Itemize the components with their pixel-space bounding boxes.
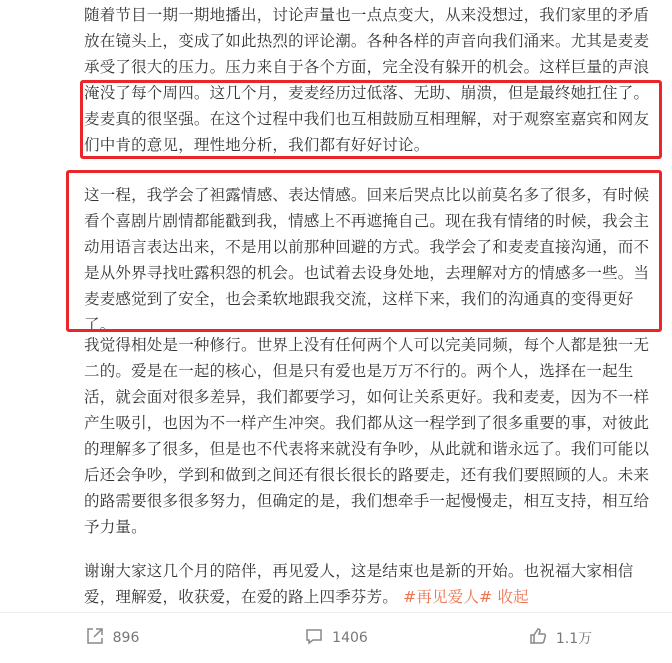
post-line: 产生吸引，也因为不一样产生冲突。我们都从这一程学到了很多重要的事，对彼此 bbox=[84, 414, 650, 432]
post-line: 麦麦感觉到了安全，也会柔软地跟我交流，这样下来，我们的沟通真的变得更好 bbox=[84, 290, 634, 308]
collapse-link[interactable]: 收起 bbox=[497, 588, 529, 606]
post-line: 二的。爱是在一起的核心，但是只有爱也是万万不行的。两个人，选择在一起生 bbox=[84, 362, 634, 380]
hashtag-link[interactable]: #再见爱人# bbox=[403, 588, 493, 606]
like-icon bbox=[528, 626, 548, 650]
like-count: 1.1万 bbox=[555, 631, 593, 647]
post-line: 这一程，我学会了袒露情感、表达情感。回来后哭点比以前莫名多了很多，有时候 bbox=[84, 186, 650, 204]
post-line: 我觉得相处是一种修行。世界上没有任何两个人可以完美同频，每个人都是独一无 bbox=[84, 336, 650, 354]
comment-count: 1406 bbox=[332, 630, 368, 646]
post-line: 是从外界寻找吐露积怨的机会。也试着去设身处地，去理解对方的情感多一些。当 bbox=[84, 264, 650, 282]
post-line: 活，就会面对很多差异，我们都要学习，如何让关系更好。我和麦麦，因为不一样 bbox=[84, 388, 650, 406]
post-line: 的理解多了很多，但是也不代表将来就没有争吵，从此就和谐永远了。我们可能以 bbox=[84, 440, 650, 458]
post-line: 麦麦真的很坚强。在这个过程中我们也互相鼓励互相理解，对于观察室嘉宾和网友 bbox=[84, 110, 650, 128]
comment-icon bbox=[304, 626, 324, 650]
post-line: 淹没了每个周四。这几个月，麦麦经历过低落、无助、崩溃，但是最终她扛住了。 bbox=[84, 84, 650, 102]
post-paragraph-2 bbox=[84, 182, 662, 338]
post-paragraph-4 bbox=[84, 558, 662, 610]
comment-button[interactable] bbox=[224, 613, 448, 663]
post-paragraph-1 bbox=[84, 2, 662, 158]
repost-count: 896 bbox=[112, 630, 140, 646]
post-line: 的路需要很多很多努力，但确定的是，我们想牵手一起慢慢走，相互支持，相互给 bbox=[84, 492, 650, 510]
post-line: 看个喜剧片剧情都能戳到我，情感上不再遮掩自己。现在我有情绪的时候，我会主 bbox=[84, 212, 650, 230]
post-line: 们中肯的意见，理性地分析，我们都有好好讨论。 bbox=[84, 136, 430, 154]
post-line: 随着节目一期一期地播出，讨论声量也一点点变大，从来没想过，我们家里的矛盾 bbox=[84, 6, 650, 24]
post-line: 谢谢大家这几个月的陪伴，再见爱人，这是结束也是新的开始。也祝福大家相信 bbox=[84, 562, 634, 580]
like-button[interactable] bbox=[448, 613, 672, 663]
post-line: 动用语言表达出来，不是用以前那种回避的方式。我学会了和麦麦直接沟通，而不 bbox=[84, 238, 650, 256]
post-line: 后还会争吵，学到和做到之间还有很长很长的路要走，还有我们要照顾的人。未来 bbox=[84, 466, 650, 484]
post-line: 承受了很大的压力。压力来自于各个方面，完全没有躲开的机会。这样巨量的声浪 bbox=[84, 58, 650, 76]
post-line bbox=[84, 584, 662, 610]
post-line: 予力量。 bbox=[84, 518, 147, 536]
post-line-text: 爱，理解爱，收获爱，在爱的路上四季芬芳。 bbox=[84, 588, 399, 606]
post-line: 放在镜头上，变成了如此热烈的评论潮。各种各样的声音向我们涌来。尤其是麦麦 bbox=[84, 32, 650, 50]
repost-button[interactable] bbox=[0, 613, 224, 663]
action-toolbar bbox=[0, 612, 672, 663]
post-paragraph-3 bbox=[84, 332, 662, 540]
repost-icon bbox=[85, 626, 105, 650]
post-line: 了。 bbox=[84, 316, 116, 334]
